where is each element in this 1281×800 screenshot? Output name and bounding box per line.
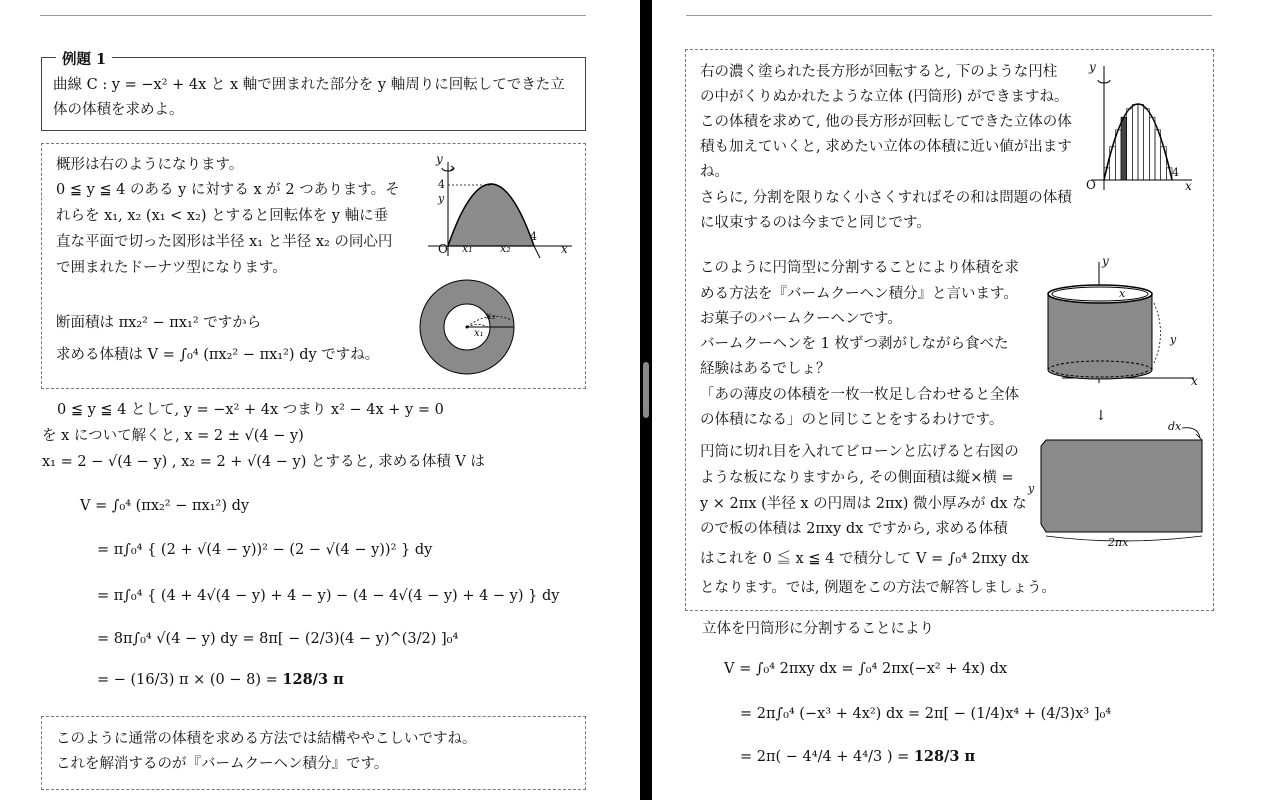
- graph2-tick-4: 4: [1172, 166, 1179, 179]
- p3-line: y × 2πx (半径 x の円周は 2πx) 微小厚みが dx な: [700, 496, 1027, 512]
- note-line: このように通常の体積を求める方法では結構ややこしいですね。: [56, 731, 477, 747]
- cylinder-x-label: x: [1119, 287, 1126, 300]
- partition-rect: [1132, 105, 1138, 180]
- p1-line: 右の濃く塗られた長方形が回転すると, 下のような円柱: [700, 64, 1058, 80]
- equation-text: = − (16/3) π × (0 − 8) =: [97, 672, 283, 688]
- solution-line: 0 ≦ y ≦ 4 として, y = −x² + 4x つまり x² − 4x + y = 0: [57, 402, 444, 418]
- p1-line: の中がくりぬかれたような立体 (円筒形) ができますね。: [700, 89, 1069, 105]
- explain-line: 直な平面で切った図形は半径 x₁ と半径 x₂ の同心円: [56, 234, 393, 250]
- graph1-x-end: 4: [530, 230, 537, 243]
- graph1-x1: x₁: [462, 242, 473, 255]
- graph1-x-axis: x: [561, 242, 568, 256]
- equation: = π∫₀⁴ { (2 + √(4 − y))² − (2 − √(4 − y))² } dy: [97, 542, 433, 558]
- cylinder-y-axis: y: [1102, 254, 1109, 268]
- partition-rect: [1127, 109, 1133, 180]
- p2-line: める方法を『バームクーヘン積分』と言います。: [700, 286, 1018, 302]
- p3-line: 円筒に切れ目を入れてビローンと広げると右図の: [700, 444, 1019, 460]
- solution-line: を x について解くと, x = 2 ± √(4 − y): [42, 428, 304, 444]
- p1-line: さらに, 分割を限りなく小さくすればその和は問題の体積: [700, 190, 1072, 206]
- explain-line: れらを x₁, x₂ (x₁ < x₂) とすると回転体を y 軸に垂: [56, 208, 389, 224]
- equation: [740, 745, 975, 769]
- header-rule: [40, 15, 586, 16]
- partition-rect: [1149, 117, 1155, 180]
- p1-line: に収束するのは今までと同じです。: [700, 215, 931, 231]
- cylinder-figure: [1042, 258, 1202, 388]
- donut-x2: x₂: [486, 311, 496, 322]
- down-arrow: ↓: [1095, 408, 1107, 424]
- plate-dx: dx: [1168, 420, 1182, 433]
- partition-rect: [1138, 105, 1144, 180]
- riemann-graph: [1087, 60, 1197, 195]
- p3-line: ので板の体積は 2πxy dx ですから, 求める体積: [700, 521, 1008, 537]
- partition-rect: [1144, 109, 1150, 180]
- equation: = 8π∫₀⁴ √(4 − y) dy = 8π[ − (2/3)(4 − y)^(3/2) ]₀⁴: [97, 631, 459, 647]
- graph1-tick-y: y: [438, 192, 445, 205]
- example-title: 例題 1: [56, 48, 112, 69]
- example-line: 曲線 C : y = −x² + 4x と x 軸で囲まれた部分を y 軸周りに回転してできた立: [53, 77, 565, 93]
- p2-line: 「あの薄皮の体積を一枚一枚足し合わせると全体: [700, 387, 1019, 403]
- answer: 128/3 π: [282, 671, 344, 688]
- equation: V = ∫₀⁴ (πx₂² − πx₁²) dy: [80, 498, 250, 514]
- graph1-origin: O: [438, 242, 448, 256]
- p3-line: はこれを 0 ≦ x ≦ 4 で積分して V = ∫₀⁴ 2πxy dx: [700, 551, 1029, 567]
- solution-line: x₁ = 2 − √(4 − y) , x₂ = 2 + √(4 − y) とすると, 求める体積 V は: [42, 454, 485, 470]
- plate-width: 2πx: [1108, 536, 1129, 549]
- equation: [97, 668, 344, 692]
- left-page: [0, 0, 640, 800]
- example-line: 体の体積を求めよ。: [53, 102, 184, 118]
- explain-line: 求める体積は V = ∫₀⁴ (πx₂² − πx₁²) dy ですね。: [56, 347, 380, 363]
- graph1-x2: x₂: [500, 242, 511, 255]
- right-page: [652, 0, 1281, 800]
- plate-y: y: [1028, 482, 1035, 495]
- graph2-x-axis: x: [1185, 179, 1192, 193]
- plate-figure: [1032, 420, 1212, 550]
- p2-line: の体積になる」のと同じことをするわけです。: [700, 412, 1004, 428]
- p2-line: 経験はあるでしょ？: [700, 361, 831, 377]
- graph1-tick-4: 4: [438, 178, 445, 191]
- graph2-y-axis: y: [1089, 60, 1096, 74]
- explain-line: 0 ≦ y ≦ 4 のある y に対する x が 2 つあります。そ: [56, 182, 400, 198]
- p2-line: このように円筒型に分割することにより体積を求: [700, 260, 1019, 276]
- p3-line: ような板になりますから, その側面積は縦×横 =: [700, 470, 1014, 486]
- equation-text: = 2π( − 4⁴/4 + 4⁴/3 ) =: [740, 749, 914, 765]
- explain-line: で囲まれたドーナツ型になります。: [56, 260, 287, 276]
- answer: 128/3 π: [913, 748, 976, 765]
- partition-rect: [1121, 117, 1127, 180]
- resize-handle[interactable]: [643, 362, 649, 418]
- cylinder-x-axis: x: [1191, 374, 1198, 388]
- donut-figure: [418, 280, 518, 380]
- p1-line: この体積を求めて, 他の長方形が回転してできた立体の体: [700, 114, 1072, 130]
- explain-line: 断面積は πx₂² − πx₁² ですから: [56, 315, 262, 331]
- cylinder-height: y: [1170, 333, 1177, 346]
- p3-line: となります。では, 例題をこの方法で解答しましょう。: [700, 580, 1057, 596]
- graph2-origin: O: [1086, 178, 1096, 192]
- p2-line: お菓子のバームクーヘンです。: [700, 311, 902, 327]
- p2-line: バームクーヘンを 1 枚ずつ剥がしながら食べた: [700, 336, 1009, 352]
- equation: = 2π∫₀⁴ (−x³ + 4x²) dx = 2π[ − (1/4)x⁴ + (4/3)x³ ]₀⁴: [740, 706, 1112, 722]
- solution-line: 立体を円筒形に分割することにより: [702, 621, 934, 637]
- equation: = π∫₀⁴ { (4 + 4√(4 − y) + 4 − y) − (4 − 4√(4 − y) + 4 − y) } dy: [97, 588, 560, 604]
- note-line: これを解消するのが『バームクーヘン積分』です。: [56, 756, 389, 772]
- graph1-y-axis: y: [436, 152, 443, 166]
- p1-line: ね。: [700, 164, 729, 180]
- explain-line: 概形は右のようになります。: [56, 157, 244, 173]
- donut-x1: x₁: [474, 328, 484, 339]
- header-rule: [686, 15, 1212, 16]
- p1-line: 積も加えていくと, 求めたい立体の体積に近い値が出ます: [700, 139, 1072, 155]
- equation: V = ∫₀⁴ 2πxy dx = ∫₀⁴ 2πx(−x² + 4x) dx: [724, 661, 1008, 677]
